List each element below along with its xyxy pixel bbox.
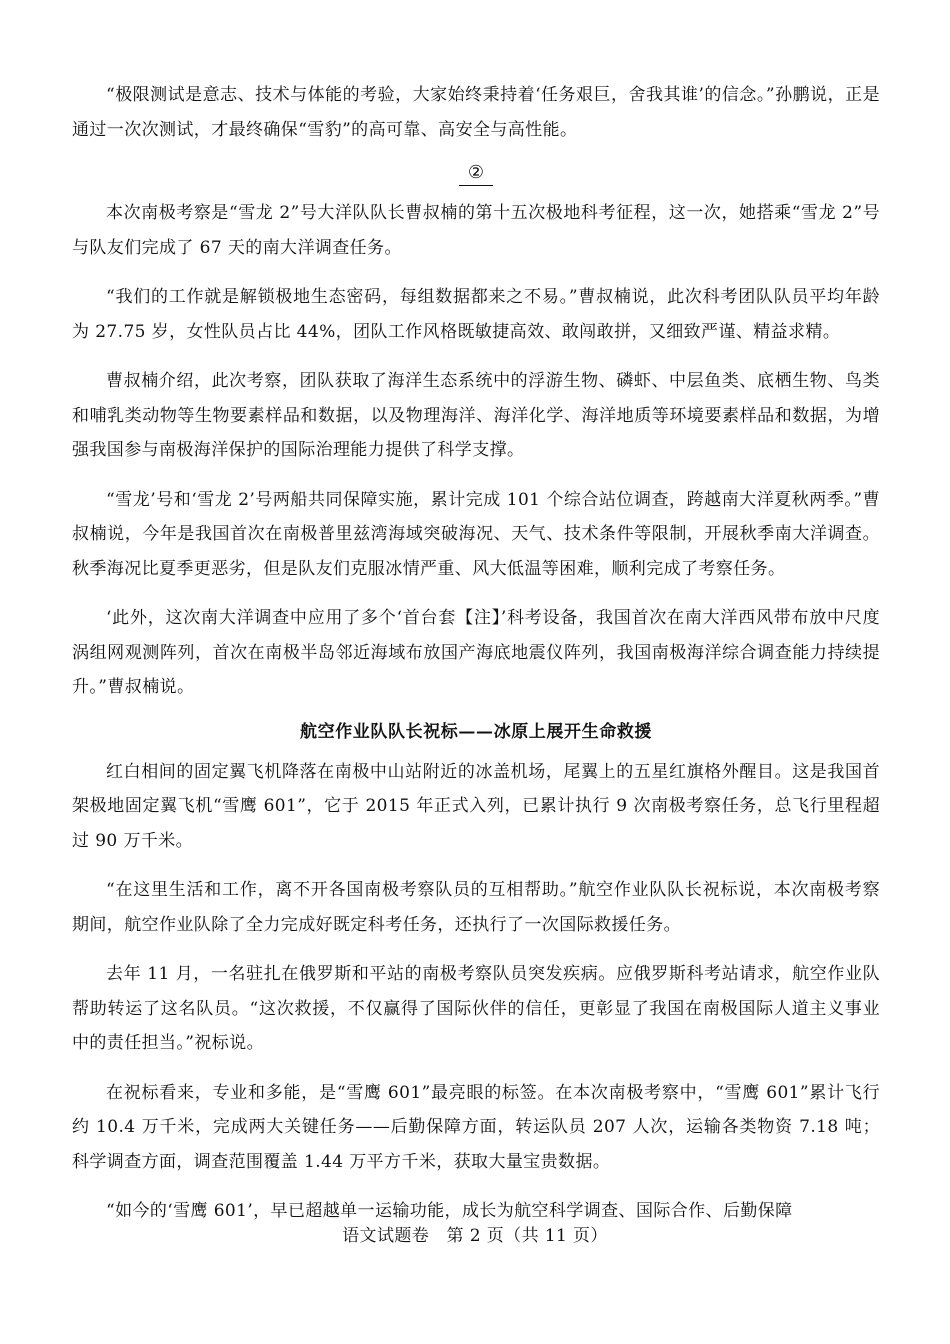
paragraph: “在这里生活和工作，离不开各国南极考察队员的互相帮助。”航空作业队队长祝标说，本次南极考察期间，航空作业队除了全力完成好既定科考任务，还执行了一次国际救援任务。 — [72, 880, 880, 935]
section-number — [72, 158, 880, 188]
paragraph: “极限测试是意志、技术与体能的考验，大家始终秉持着‘任务艰巨，舍我其谁’的信念。”孙鹏说，正是通过一次次测试，才最终确保“雪豹”的高可靠、高安全与高性能。 — [72, 85, 880, 140]
section-heading: 航空作业队队长祝标——冰原上展开生命救援 — [300, 721, 652, 742]
paragraph: “我们的工作就是解锁极地生态密码，每组数据都来之不易。”曹叔楠说，此次科考团队队员平均年龄为 27.75 岁，女性队员占比 44%，团队工作风格既敏捷高效、敢闯敢拼，又细致严谨、精益求精。 — [72, 287, 880, 342]
section-number-text: ② — [459, 161, 493, 186]
paragraph: 在祝标看来，专业和多能，是“雪鹰 601”最亮眼的标签。在本次南极考察中，“雪鹰 601”累计飞行约 10.4 万千米，完成两大关键任务——后勤保障方面，转运队员 207 人次，运输各类物资 7.18 吨；科学调查方面，调查范围覆盖 1.44 万平方千米，获取大量宝贵数据。 — [72, 1082, 880, 1172]
paragraph: 去年 11 月，一名驻扎在俄罗斯和平站的南极考察队员突发疾病。应俄罗斯科考站请求，航空作业队帮助转运了这名队员。“这次救援，不仅赢得了国际伙伴的信任，更彰显了我国在南极国际人道主义事业中的责任担当。”祝标说。 — [72, 964, 880, 1053]
page-footer: 语文试题卷 第 2 页（共 11 页） — [342, 1226, 608, 1246]
paragraph: “雪龙’号和‘雪龙 2’号两船共同保障实施，累计完成 101 个综合站位调查，跨越南大洋夏秋两季。”曹叔楠说，今年是我国首次在南极普里兹湾海域突破海况、天气、技术条件等限制，开展秋季南大洋调查。秋季海况比夏季更恶劣，但是队友们克服冰情严重、风大低温等困难，顺利完成了考察任务。 — [72, 489, 880, 579]
paragraph: “如今的‘雪鹰 601’，早已超越单一运输功能，成长为航空科学调查、国际合作、后勤保障 — [106, 1201, 793, 1221]
document-page — [72, 78, 880, 1244]
paragraph: 曹叔楠介绍，此次考察，团队获取了海洋生态系统中的浮游生物、磷虾、中层鱼类、底栖生物、鸟类和哺乳类动物等生物要素样品和数据，以及物理海洋、海洋化学、海洋地质等环境要素样品和数据，为增强我国参与南极海洋保护的国际治理能力提供了科学支撑。 — [72, 371, 880, 460]
paragraph: 本次南极考察是“雪龙 2”号大洋队队长曹叔楠的第十五次极地科考征程，这一次，她搭乘“雪龙 2”号与队友们完成了 67 天的南大洋调查任务。 — [72, 203, 880, 258]
paragraph: 红白相间的固定翼飞机降落在南极中山站附近的冰盖机场，尾翼上的五星红旗格外醒目。这是我国首架极地固定翼飞机“雪鹰 601”，它于 2015 年正式入列，已累计执行 9 次南极考察任务，总飞行里程超过 90 万千米。 — [72, 761, 880, 851]
paragraph: ‘此外，这次南大洋调查中应用了多个‘首台套【注】’科考设备，我国首次在南大洋西风带布放中尺度涡组网观测阵列，首次在南极半岛邻近海域布放国产海底地震仪阵列，我国南极海洋综合调查能力持续提升。”曹叔楠说。 — [72, 608, 880, 697]
